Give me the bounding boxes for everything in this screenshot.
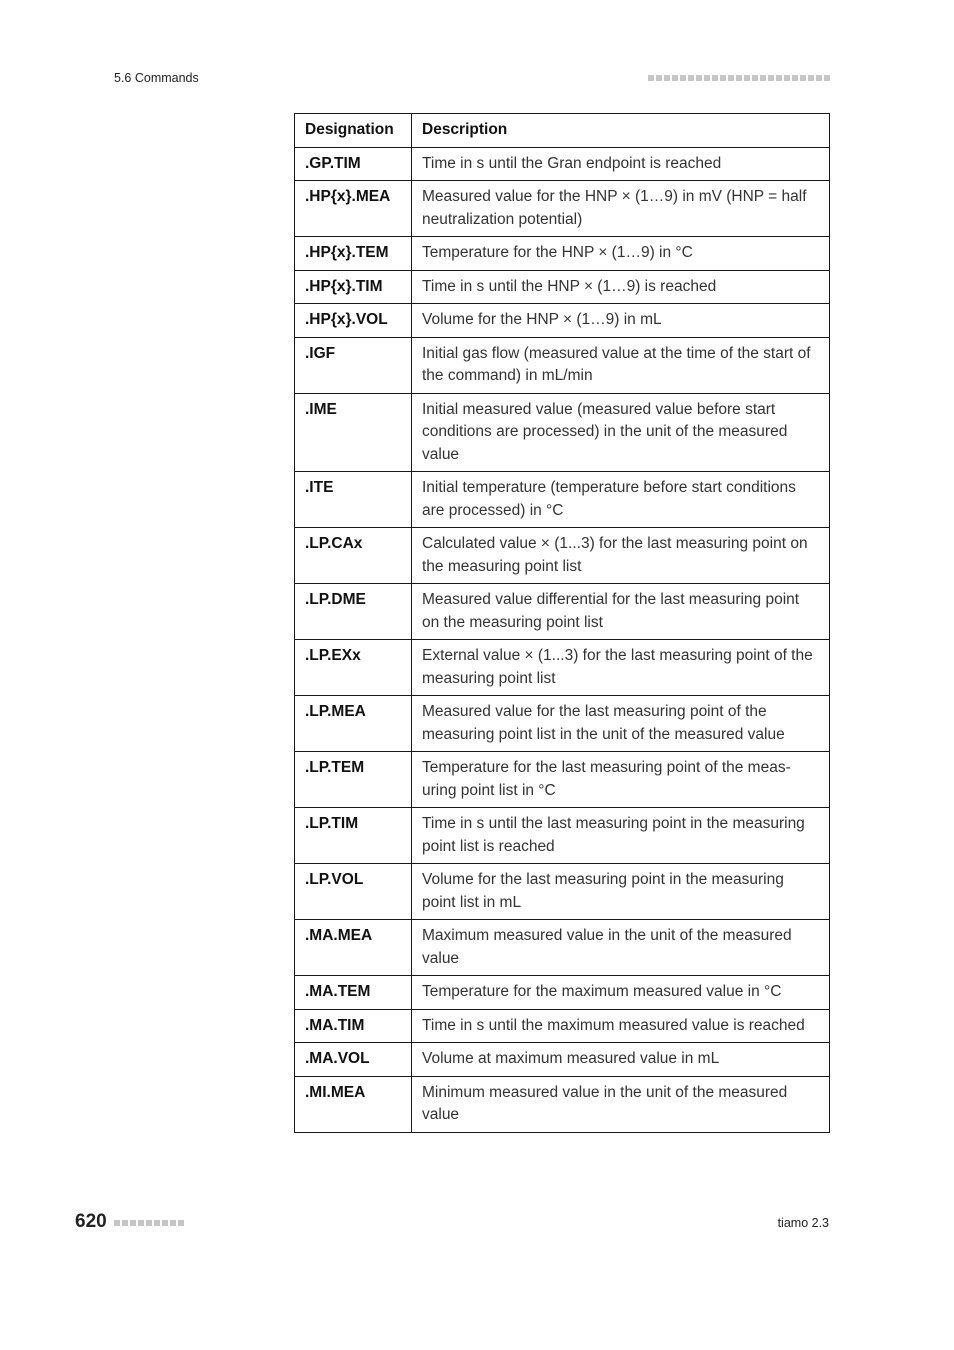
decor-square <box>162 1220 168 1226</box>
decor-square <box>760 75 766 81</box>
decor-square <box>138 1220 144 1226</box>
description-cell: Maximum measured value in the unit of the measured value <box>412 920 830 976</box>
table-row <box>295 584 830 640</box>
table-row <box>295 920 830 976</box>
description-cell: Time in s until the Gran endpoint is reached <box>412 147 830 181</box>
decor-square <box>146 1220 152 1226</box>
table-row <box>295 1076 830 1132</box>
decor-square <box>736 75 742 81</box>
decor-square <box>776 75 782 81</box>
designation-header: Designation <box>295 114 412 148</box>
description-cell: Minimum measured value in the unit of the measured value <box>412 1076 830 1132</box>
description-header: Description <box>412 114 830 148</box>
description-cell: Measured value for the HNP × (1…9) in mV (HNP = half neutralization potential) <box>412 181 830 237</box>
decor-square <box>664 75 670 81</box>
table-row <box>295 393 830 472</box>
description-cell: Temperature for the HNP × (1…9) in °C <box>412 237 830 271</box>
table-row <box>295 181 830 237</box>
table-row <box>295 976 830 1010</box>
footer-decoration <box>114 1220 184 1226</box>
table-row <box>295 864 830 920</box>
decor-square <box>744 75 750 81</box>
designation-cell: .LP.TIM <box>295 808 412 864</box>
decor-square <box>824 75 830 81</box>
table-row <box>295 696 830 752</box>
designation-cell: .MA.TEM <box>295 976 412 1010</box>
designation-cell: .GP.TIM <box>295 147 412 181</box>
description-cell: Time in s until the maximum measured value is reached <box>412 1009 830 1043</box>
description-cell: Volume for the HNP × (1…9) in mL <box>412 304 830 338</box>
description-cell: Time in s until the HNP × (1…9) is reached <box>412 270 830 304</box>
table-row <box>295 472 830 528</box>
description-cell: Measured value for the last measuring point of the measuring point list in the unit of the measured value <box>412 696 830 752</box>
description-cell: Volume for the last measuring point in the measuring point list in mL <box>412 864 830 920</box>
description-cell: Volume at maximum measured value in mL <box>412 1043 830 1077</box>
table-row <box>295 528 830 584</box>
table-row <box>295 808 830 864</box>
table-row <box>295 237 830 271</box>
decor-square <box>712 75 718 81</box>
decor-square <box>170 1220 176 1226</box>
decor-square <box>752 75 758 81</box>
decor-square <box>688 75 694 81</box>
description-cell: Temperature for the maximum measured value in °C <box>412 976 830 1010</box>
designation-cell: .ITE <box>295 472 412 528</box>
commands-table <box>294 113 830 1133</box>
product-name: tiamo 2.3 <box>777 1216 829 1230</box>
table-row <box>295 304 830 338</box>
description-cell: External value × (1...3) for the last measuring point of the measuring point list <box>412 640 830 696</box>
designation-cell: .MI.MEA <box>295 1076 412 1132</box>
designation-cell: .LP.MEA <box>295 696 412 752</box>
designation-cell: .LP.DME <box>295 584 412 640</box>
decor-square <box>704 75 710 81</box>
table-row <box>295 337 830 393</box>
table-row <box>295 270 830 304</box>
table-row <box>295 752 830 808</box>
page-number: 620 <box>75 1211 107 1232</box>
designation-cell: .IME <box>295 393 412 472</box>
description-cell: Temperature for the last measuring point of the measuring point list in °C <box>412 752 830 808</box>
designation-cell: .HP{x}.VOL <box>295 304 412 338</box>
designation-cell: .LP.TEM <box>295 752 412 808</box>
designation-cell: .LP.VOL <box>295 864 412 920</box>
table-row <box>295 640 830 696</box>
table-row <box>295 1009 830 1043</box>
decor-square <box>130 1220 136 1226</box>
section-label: 5.6 Commands <box>114 71 199 85</box>
decor-square <box>154 1220 160 1226</box>
decor-square <box>114 1220 120 1226</box>
decor-square <box>656 75 662 81</box>
designation-cell: .HP{x}.TIM <box>295 270 412 304</box>
decor-square <box>720 75 726 81</box>
designation-cell: .IGF <box>295 337 412 393</box>
description-cell: Calculated value × (1...3) for the last measuring point on the measuring point list <box>412 528 830 584</box>
designation-cell: .HP{x}.MEA <box>295 181 412 237</box>
decor-square <box>122 1220 128 1226</box>
description-cell: Time in s until the last measuring point in the measuring point list is reached <box>412 808 830 864</box>
decor-square <box>672 75 678 81</box>
designation-cell: .MA.VOL <box>295 1043 412 1077</box>
decor-square <box>648 75 654 81</box>
description-cell: Initial measured value (measured value before start conditions are processed) in the unit of the measured value <box>412 393 830 472</box>
designation-cell: .HP{x}.TEM <box>295 237 412 271</box>
designation-cell: .LP.CAx <box>295 528 412 584</box>
designation-cell: .LP.EXx <box>295 640 412 696</box>
description-cell: Initial temperature (temperature before start conditions are processed) in °C <box>412 472 830 528</box>
decor-square <box>816 75 822 81</box>
table-row <box>295 147 830 181</box>
decor-square <box>768 75 774 81</box>
description-cell: Initial gas flow (measured value at the time of the start of the command) in mL/min <box>412 337 830 393</box>
description-cell: Measured value differential for the last measuring point on the measuring point list <box>412 584 830 640</box>
decor-square <box>696 75 702 81</box>
decor-square <box>800 75 806 81</box>
designation-cell: .MA.TIM <box>295 1009 412 1043</box>
decor-square <box>680 75 686 81</box>
designation-cell: .MA.MEA <box>295 920 412 976</box>
table-row <box>295 1043 830 1077</box>
decor-square <box>728 75 734 81</box>
header-decoration <box>648 75 830 81</box>
decor-square <box>178 1220 184 1226</box>
decor-square <box>792 75 798 81</box>
table-header-row <box>295 114 830 148</box>
decor-square <box>784 75 790 81</box>
decor-square <box>808 75 814 81</box>
